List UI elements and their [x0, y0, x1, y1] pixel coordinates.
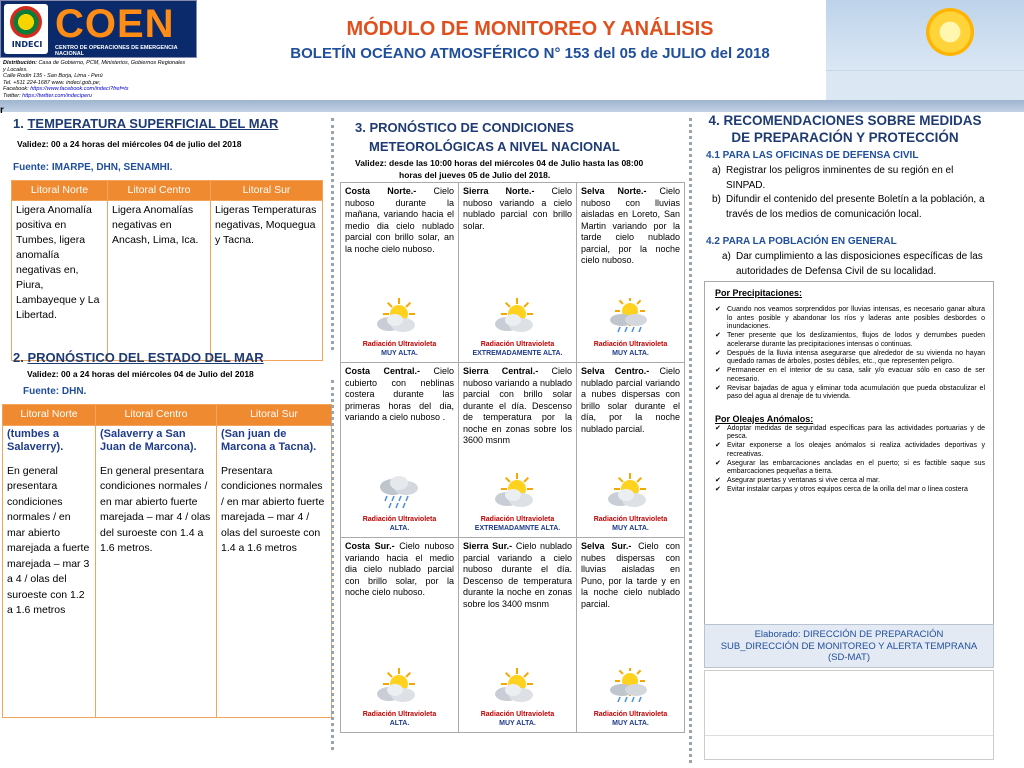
sec3-title-line2: METEOROLÓGICAS A NIVEL NACIONAL — [369, 139, 620, 154]
distribution-text: Casa de Gobierno, PCM, Ministerios, Gobiernos Regionales y Locales. — [3, 60, 186, 73]
sea-header-centro: Litoral Centro — [96, 405, 217, 426]
forecast-text: Cielo nuboso durante la mañana, variando hacia el medio dia cielo nublado parcial con brillo solar, an la noche cielo nuboso. — [345, 186, 454, 254]
rec-item-a: Registrar los peligros inminentes de su región en el SINPAD. — [726, 165, 954, 191]
uv-radiation-label — [577, 515, 684, 533]
list-item: b) Difundir el contenido del presente Boletín a la población, a través de los medios de comunicación local. — [712, 193, 987, 222]
uv-radiation-label — [341, 710, 458, 728]
elaborated-by-box — [704, 624, 994, 668]
uv-label: Radiación Ultravioleta — [362, 711, 437, 718]
uv-radiation-label — [577, 710, 684, 728]
sea-cell-centro — [96, 425, 217, 717]
sea-text-norte: En general presentara condiciones normales / en mar abierto marejada a fuerte marejada – mar 3 a 4 / olas del suroeste con 1.2 a 1.6 metros — [7, 464, 90, 616]
forecast-text: Cielo con nubes dispersas con lluvias aisladas en Puno, por la tarde y en la noche cielo nublado parcial. — [581, 541, 680, 609]
sst-header-sur: Litoral Sur — [211, 181, 323, 201]
sun-rain-icon — [604, 668, 658, 706]
forecast-text: Cielo nuboso con lluvias aisladas en Loreto, San Martin variando por la tarde cielo nublado parcial, por la noche cielo nuboso. — [581, 186, 680, 265]
elab-line2: SUB_DIRECCIÓN DE MONITOREO Y ALERTA TEMPRANA — [720, 640, 978, 652]
list-item: a) Dar cumplimiento a las disposiciones específicas de las autoridades de Defensa Civil de su localidad. — [722, 250, 987, 279]
forecast-text: Cielo nuboso variando a nublado parcial con brillo solar durante el día. Descenso de temperatura por la noche en zonas sobre los 3600 msnm — [463, 366, 573, 445]
precip-title: Por Precipitaciones: — [715, 288, 803, 298]
forecast-region-name: Costa Central.- — [345, 366, 420, 376]
landscape-ground — [826, 70, 1024, 100]
sec4-title-line2: DE PREPARACIÓN Y PROTECCIÓN — [731, 130, 959, 145]
uv-label: Radiación Ultravioleta — [593, 341, 668, 348]
forecast-region-name: Selva Centro.- — [581, 366, 650, 376]
uv-level: MUY ALTA. — [499, 720, 536, 727]
list-item: ✔ Evitar exponerse a los oleajes anómalos si realiza actividades deportivas y recreativas. — [713, 442, 985, 459]
address-text: Calle Rodin 135 - San Borja, Lima - Perú — [3, 73, 103, 79]
sec4-title — [700, 112, 990, 146]
forecast-region-name: Sierra Sur.- — [463, 541, 513, 551]
uv-level: ALTA. — [389, 525, 410, 532]
forecast-cell-costa-norte — [341, 183, 459, 363]
uv-radiation-label — [341, 515, 458, 533]
sec3-title-line1: 3. PRONÓSTICO DE CONDICIONES — [355, 120, 574, 135]
facebook-link[interactable]: https://www.facebook.com/indeci?fref=ts — [30, 86, 129, 92]
list-item: ✔ Después de la lluvia intensa asegurarse que alrededor de su vivienda no hayan quedado ramas de árboles, postes débiles, etc., que representen peligro. — [713, 350, 985, 367]
list-item: ✔ Asegurar las embarcaciones ancladas en el puerto; si es factible saque sus embarcaciones pequeñas a tierra. — [713, 460, 985, 477]
waves-title: Por Oleajes Anómalos: — [715, 413, 814, 424]
sun-cloud-icon — [604, 473, 658, 511]
uv-label: Radiación Ultravioleta — [480, 516, 555, 523]
sec1-title — [13, 116, 278, 131]
rec-item-b: Difundir el contenido del presente Boletín a la población, a través de los medios de comunicación local. — [726, 194, 985, 220]
forecast-region-name: Sierra Norte.- — [463, 186, 535, 196]
forecast-cell-selva-centro — [577, 363, 685, 538]
stray-letter: r — [0, 105, 4, 116]
waves-list — [713, 425, 985, 495]
sun-cloud-icon — [491, 668, 545, 706]
forecast-region-name: Costa Norte.- — [345, 186, 417, 196]
page-title: MÓDULO DE MONITOREO Y ANÁLISIS — [346, 18, 714, 40]
distribution-info — [3, 60, 188, 99]
sec3-title — [355, 118, 620, 156]
divider-dotted — [689, 118, 692, 763]
sea-state-table — [2, 404, 332, 718]
list-item: ✔ Tener presente que los deslizamientos, flujos de lodos y derrumbes pueden acelerarse durante las precipitaciones intensas o continuas. — [713, 332, 985, 349]
divider-dotted — [331, 118, 334, 350]
sst-cell-sur: Ligeras Temperaturas negativas, Moquegua y Tacna. — [211, 201, 323, 361]
sec4-1-subtitle: 4.1 PARA LAS OFICINAS DE DEFENSA CIVIL — [706, 150, 919, 161]
sea-header-norte: Litoral Norte — [3, 405, 96, 426]
sec2-source: Fuente: DHN. — [23, 386, 87, 397]
uv-radiation-label — [577, 340, 684, 358]
indeci-logo — [4, 4, 48, 54]
sec3-validity — [355, 157, 643, 181]
forecast-cell-selva-norte — [577, 183, 685, 363]
twitter-link[interactable]: https://twitter.com/indeciperu — [22, 92, 92, 99]
sea-cell-sur — [217, 425, 332, 717]
elab-line3: (SD-MAT) — [827, 652, 871, 663]
sst-header-centro: Litoral Centro — [108, 181, 211, 201]
coen-logo — [0, 0, 197, 58]
forecast-cell-costa-sur — [341, 538, 459, 733]
forecast-region-name: Selva Sur.- — [581, 541, 632, 551]
uv-level: MUY ALTA. — [381, 350, 418, 357]
indeci-emblem-icon — [10, 6, 42, 38]
uv-level: MUY ALTA. — [612, 350, 649, 357]
precautions-box — [704, 281, 994, 625]
uv-level: MUY ALTA. — [612, 720, 649, 727]
forecast-text: Cielo nuboso variando hacia el medio dia cielo nublado parcial con brillo solar, por la noche cielo nuboso. — [345, 541, 454, 597]
uv-level: MUY ALTA. — [612, 525, 649, 532]
uv-level: EXTREMADAMENTE ALTA. — [472, 350, 563, 357]
list-item: a) Registrar los peligros inminentes de su región en el SINPAD. — [712, 164, 987, 193]
uv-level: EXTREMADAMNTE ALTA. — [474, 525, 561, 532]
sec2-title — [13, 350, 264, 365]
sec2-title-text: PRONÓSTICO DEL ESTADO DEL MAR — [27, 350, 264, 365]
uv-radiation-label — [341, 340, 458, 358]
sun-cloud-icon — [373, 668, 427, 706]
elab-line1: Elaborado: DIRECCIÓN DE PREPARACIÓN — [754, 629, 944, 640]
uv-level: ALTA. — [389, 720, 410, 727]
precip-list — [713, 306, 985, 402]
sun-cloud-icon — [491, 298, 545, 336]
uv-label: Radiación Ultravioleta — [480, 711, 555, 718]
sec1-title-text: TEMPERATURA SUPERFICIAL DEL MAR — [27, 116, 279, 131]
sst-cell-centro: Ligera Anomalías negativas en Ancash, Lima, Ica. — [108, 201, 211, 361]
forecast-cell-sierra-centro — [459, 363, 577, 538]
sun-rain-icon — [604, 298, 658, 336]
sec2-validity: Validez: 00 a 24 horas del miércoles 04 de Julio del 2018 — [27, 369, 254, 379]
forecast-cell-sierra-sur — [459, 538, 577, 733]
facebook-label: Facebook: — [3, 86, 29, 92]
sst-table — [11, 180, 323, 361]
sea-text-centro: En general presentara condiciones normales / en mar abierto fuerte marejada – mar 4 / olas del suroeste con 1.4 a 1.6 metros. — [100, 464, 211, 554]
list-item: ✔ Permanecer en el interior de su casa, salir y/o evacuar sólo en caso de ser necesario. — [713, 367, 985, 384]
forecast-text: Cielo nuboso variando a cielo nublado parcial con brillo solar. — [463, 186, 572, 231]
header-divider-bar — [0, 100, 1024, 112]
coen-subtitle: CENTRO DE OPERACIONES DE EMERGENCIA NACIONAL — [55, 45, 178, 57]
uv-radiation-label — [459, 710, 576, 728]
sea-place-sur: (San juan de Marcona a Tacna). — [221, 427, 317, 453]
sec3-validity-line2: horas del jueves 05 de Julio del 2018. — [399, 170, 551, 180]
sea-cell-norte — [3, 425, 96, 717]
sec4-2-subtitle: 4.2 PARA LA POBLACIÓN EN GENERAL — [706, 236, 897, 247]
empty-footer-box — [704, 670, 994, 760]
uv-radiation-label — [459, 515, 576, 533]
indeci-label: INDECI — [11, 40, 43, 49]
sun-landscape-image — [826, 0, 1024, 100]
list-item: ✔ Revisar bajadas de agua y eliminar toda acumulación que pueda obstaculizar el paso del agua al drenaje de tu vivienda. — [713, 385, 985, 402]
sec1-source: Fuente: IMARPE, DHN, SENAMHI. — [13, 162, 173, 173]
sun-icon — [926, 8, 974, 56]
sea-place-centro: (Salaverry a San Juan de Marcona). — [100, 427, 197, 453]
coen-label: COEN — [55, 2, 175, 46]
uv-label: Radiación Ultravioleta — [593, 516, 668, 523]
sun-cloud-icon — [373, 298, 427, 336]
forecast-text: Cielo nublado parcial variando a nubes dispersas con brillo solar durante el día, por la noche nublado parcial. — [581, 366, 680, 434]
sec1-number: 1. — [13, 116, 24, 131]
forecast-cell-selva-sur — [577, 538, 685, 733]
sun-cloud-icon — [491, 473, 545, 511]
sst-header-norte: Litoral Norte — [12, 181, 108, 201]
uv-label: Radiación Ultravioleta — [480, 341, 555, 348]
forecast-region-name: Sierra Central.- — [463, 366, 539, 376]
sec4-title-line1: 4. RECOMENDACIONES SOBRE MEDIDAS — [708, 113, 982, 128]
uv-label: Radiación Ultravioleta — [362, 516, 437, 523]
forecast-region-name: Selva Norte.- — [581, 186, 647, 196]
sea-header-sur: Litoral Sur — [217, 405, 332, 426]
sec3-validity-line1: Validez: desde las 10:00 horas del miércoles 04 de Julio hasta las 08:00 — [355, 158, 644, 168]
forecast-cell-costa-centro — [341, 363, 459, 538]
forecast-region-name: Costa Sur.- — [345, 541, 395, 551]
list-item: ✔ Adoptar medidas de seguridad específicas para las actividades portuarias y de pesca. — [713, 425, 985, 442]
sea-text-sur: Presentara condiciones normales / en mar abierto fuerte marejada – mar 4 / olas del suroeste con 1.4 a 1.6 metros — [221, 464, 325, 554]
sea-place-norte: (tumbes a Salaverry). — [7, 427, 64, 453]
bulletin-subtitle: BOLETÍN OCÉANO ATMOSFÉRICO N° 153 del 05 de JULIO del 2018 — [290, 45, 770, 62]
sec4-2-list — [722, 250, 987, 279]
rec-item-2a: Dar cumplimiento a las disposiciones específicas de las autoridades de Defensa Civil de su localidad. — [736, 251, 983, 277]
list-item: ✔ Cuando nos veamos sorprendidos por lluvias intensas, es necesario ganar altura lo antes posible y abandonar los ríos y laderas ante posibles desbordes o inundaciones. — [713, 306, 985, 332]
cloud-rain-icon — [373, 473, 427, 511]
list-item: ✔ Asegurar puertas y ventanas si vive cerca al mar. — [713, 477, 985, 486]
sec1-validity: Validez: 00 a 24 horas del miércoles 04 de julio del 2018 — [17, 139, 242, 149]
sec2-number: 2. — [13, 350, 24, 365]
uv-label: Radiación Ultravioleta — [362, 341, 437, 348]
twitter-label: Twitter: — [3, 92, 21, 99]
sec4-1-list — [712, 164, 987, 222]
sst-cell-norte: Ligera Anomalía positiva en Tumbes, ligera anomalía negativas en, Piura, Lambayeque y La Libertad. — [12, 201, 108, 361]
distribution-label: Distribución: — [3, 60, 37, 66]
forecast-grid — [340, 182, 685, 733]
divider-dotted — [331, 380, 334, 750]
phone-text: Tel. +511 224-1687 www. indeci.gob.pe; — [3, 79, 101, 86]
uv-radiation-label — [459, 340, 576, 358]
forecast-text: Cielo nublado parcial variando a cielo nuboso durante el día. Descenso de temperatura durante la noche en zonas sobre los 3400 msnm — [463, 541, 572, 609]
forecast-text: Cielo cubierto con neblinas costera durante las primeras horas del dia, variando a cielo nuboso . — [345, 366, 454, 422]
list-item: ✔ Evitar instalar carpas y otros equipos cerca de la orilla del mar o línea costera — [713, 486, 985, 495]
uv-label: Radiación Ultravioleta — [593, 711, 668, 718]
forecast-cell-sierra-norte — [459, 183, 577, 363]
